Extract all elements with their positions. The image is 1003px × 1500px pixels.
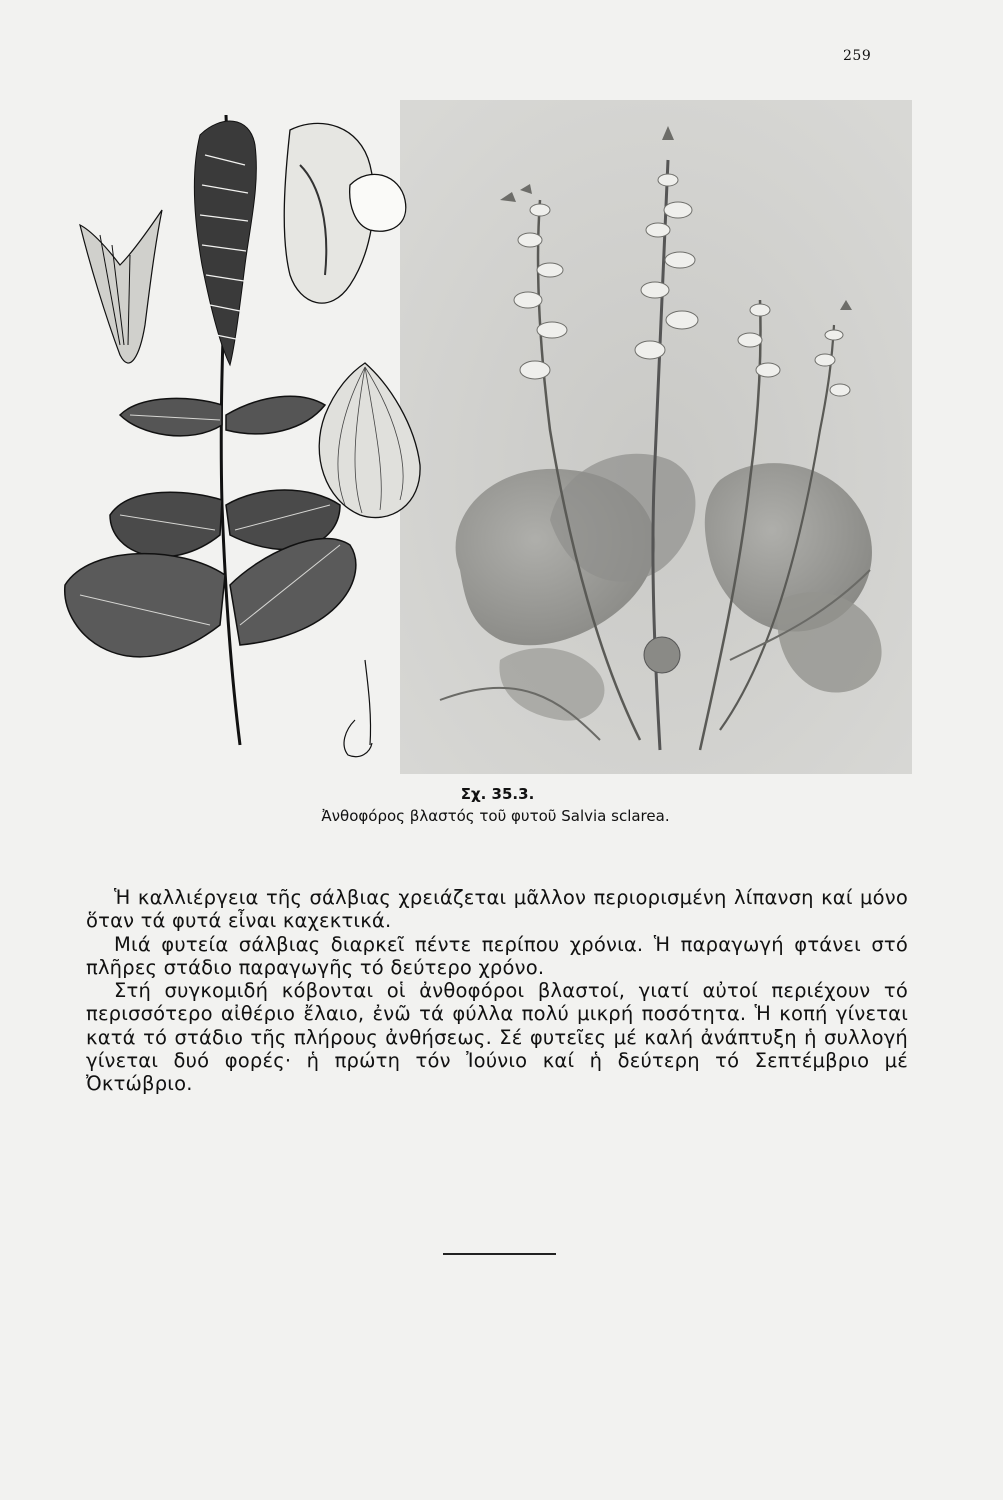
botanical-drawing — [50, 105, 450, 775]
section-divider — [443, 1253, 556, 1255]
paragraph-1: Ἡ καλλιέργεια τῆς σάλβιας χρειάζεται μᾶλλον περιορισμένη λίπανση καί μόνο ὅταν τά φυτά εἶναι καχεκτικά. — [86, 886, 908, 933]
paragraph-3: Στή συγκομιδή κόβονται οἱ ἀνθοφόροι βλαστοί, γιατί αὐτοί περιέχουν τό περισσότερο αἰθέριο ἔλαιο, ἐνῶ τά φύλλα πολύ μικρή ποσότητα. Ἡ κοπή γίνεται κατά τό στάδιο τῆς πλήρους ἀνθήσεως. Σέ φυτεῖες μέ καλή ἀνάπτυξη ἡ συλλογή γίνεται δυό φορές· ἡ πρώτη τόν Ἰούνιο καί ἡ δεύτερη τό Σεπτέμβριο μέ Ὀκτώβριο. — [86, 979, 908, 1096]
page-number: 259 — [843, 48, 872, 64]
figure-caption: Ἀνθοφόρος βλαστός τοῦ φυτοῦ Salvia sclarea. — [321, 807, 670, 825]
body-text — [86, 886, 908, 1096]
plant-photograph — [400, 100, 912, 774]
paragraph-2: Μιά φυτεία σάλβιας διαρκεῖ πέντε περίπου χρόνια. Ἡ παραγωγή φτάνει στό πλῆρες στάδιο παραγωγῆς τό δεύτερο χρόνο. — [86, 932, 908, 979]
figure-number: Σχ. 35.3. — [460, 785, 535, 803]
